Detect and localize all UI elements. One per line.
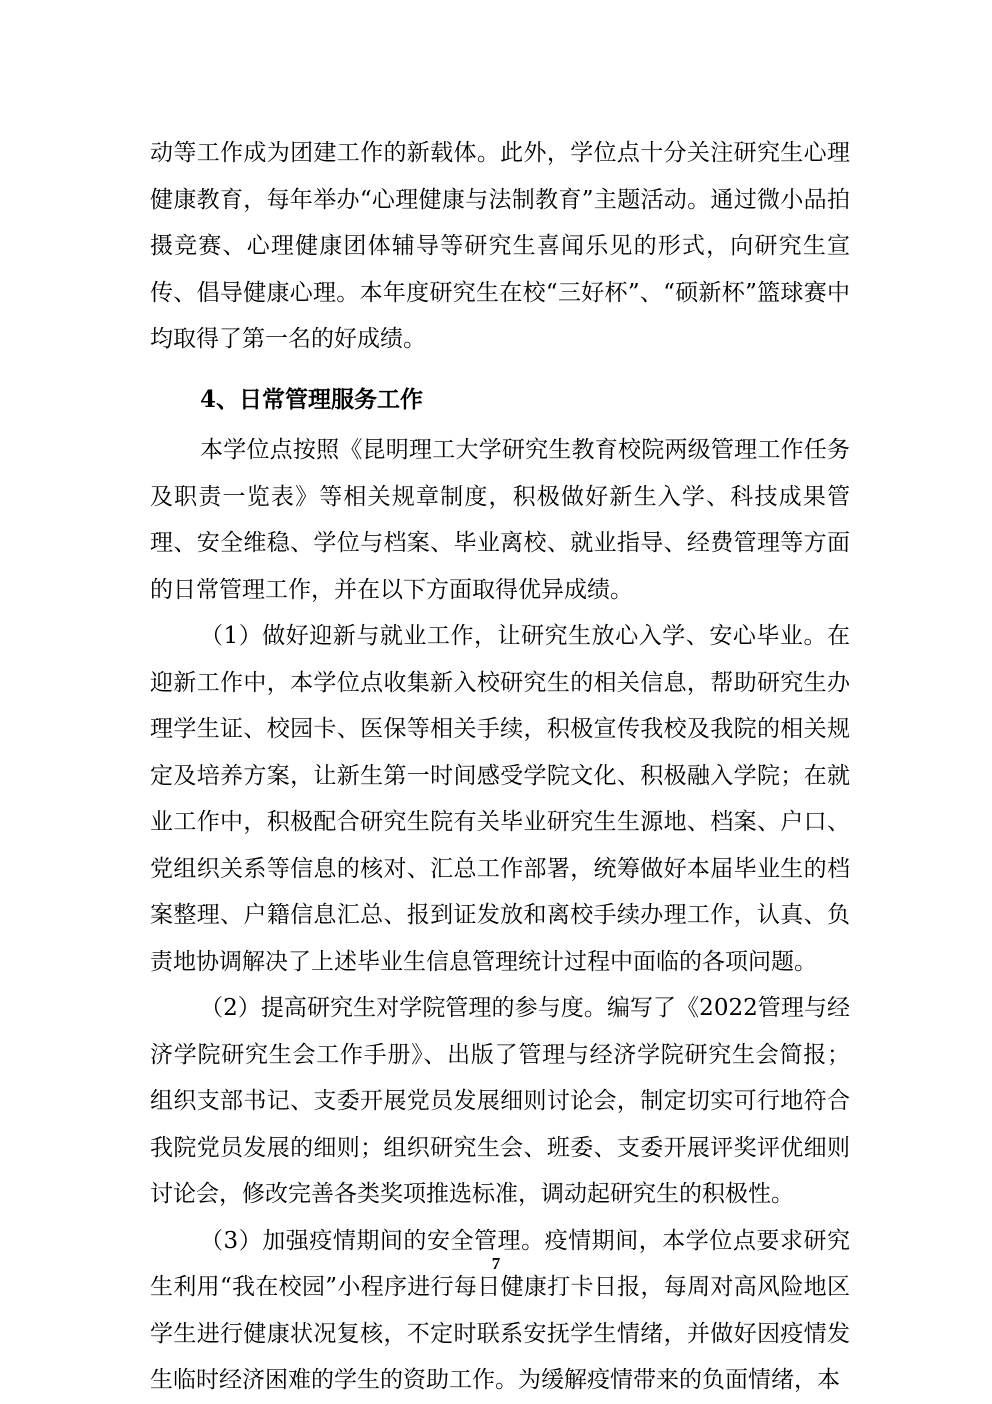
page-number: 7 (491, 1254, 501, 1273)
paragraph-item-2: （2）提高研究生对学院管理的参与度。编写了《2022管理与经济学院研究生会工作手册》、出版了管理与经济学院研究生会简报；组织支部书记、支委开展党员发展细则讨论会，制定切实可行地符合我院党员发展的细则；组织研究生会、班委、支委开展评奖评优细则讨论会，修改完善各类奖项推选标准，调动起研究生的积极性。 (150, 995, 850, 1207)
document-page (150, 130, 850, 1404)
paragraph-item-3: （3）加强疫情期间的安全管理。疫情期间，本学位点要求研究生利用“我在校园”小程序进行每日健康打卡日报，每周对高风险地区学生进行健康状况复核，不定时联系安抚学生情绪，并做好因疫情发生临时经济困难的学生的资助工作。为缓解疫情带来的负面情绪，本 (150, 1227, 850, 1393)
paragraph-item-1: （1）做好迎新与就业工作，让研究生放心入学、安心毕业。在迎新工作中，本学位点收集新入校研究生的相关信息，帮助研究生办理学生证、校园卡、医保等相关手续，积极宣传我校及我院的相关规定及培养方案，让新生第一时间感受学院文化、积极融入学院；在就业工作中，积极配合研究生院有关毕业研究生生源地、档案、户口、党组织关系等信息的核对、汇总工作部署，统筹做好本届毕业生的档案整理、户籍信息汇总、报到证发放和离校手续办理工作，认真、负责地协调解决了上述毕业生信息管理统计过程中面临的各项问题。 (150, 623, 850, 975)
paragraph-continuation: 动等工作成为团建工作的新载体。此外，学位点十分关注研究生心理健康教育，每年举办“心理健康与法制教育”主题活动。通过微小品拍摄竞赛、心理健康团体辅导等研究生喜闻乐见的形式，向研究生宣传、倡导健康心理。本年度研究生在校“三好杯”、“硕新杯”篮球赛中均取得了第一名的好成绩。 (150, 140, 850, 352)
paragraph-management-overview: 本学位点按照《昆明理工大学研究生教育校院两级管理工作任务及职责一览表》等相关规章制度，积极做好新生入学、科技成果管理、安全维稳、学位与档案、毕业离校、就业指导、经费管理等方面的日常管理工作，并在以下方面取得优异成绩。 (150, 437, 850, 603)
section-heading: 4、日常管理服务工作 (200, 385, 424, 413)
